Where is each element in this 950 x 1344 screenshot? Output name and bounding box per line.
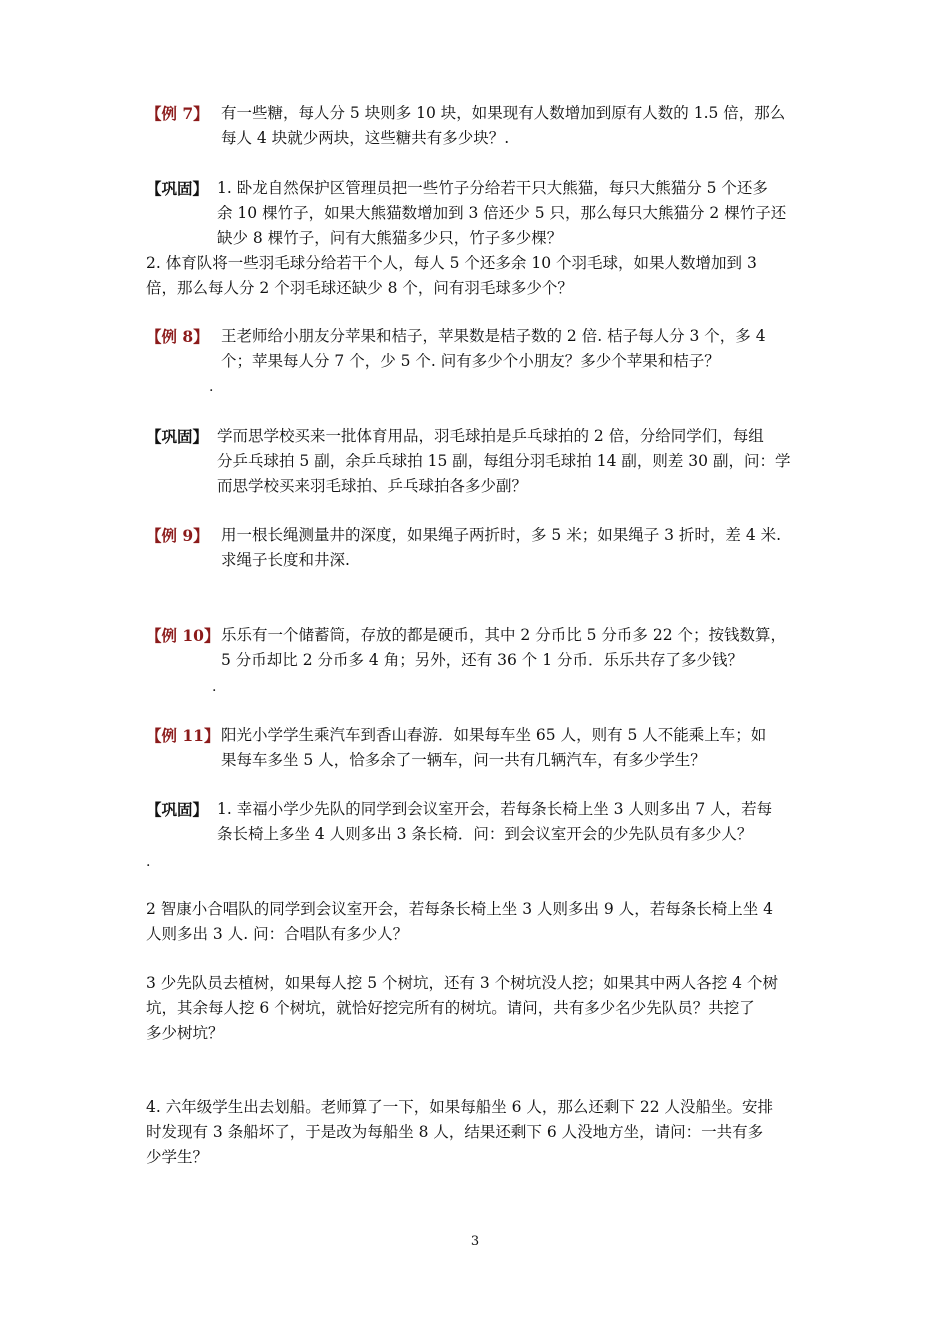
- example-10: [146, 623, 811, 673]
- consolidation-text-line: 而思学校买来羽毛球拍、乒乓球拍各多少副？: [217, 477, 528, 495]
- consolidation-text-line: 缺少 8 棵竹子，问有大熊猫多少只，竹子多少棵？: [217, 229, 563, 247]
- example-text-line: 阳光小学学生乘汽车到香山春游．如果每车坐 65 人，则有 5 人不能乘上车；如: [221, 726, 767, 744]
- question-text-line: 时发现有 3 条船坏了，于是改为每船坐 8 人，结果还剩下 6 人没地方坐，请问：一共有多: [146, 1123, 764, 1141]
- consolidation-text-line: 1. 卧龙自然保护区管理员把一些竹子分给若干只大熊猫，每只大熊猫分 5 个还多: [217, 179, 768, 197]
- consolidation-text-line: 学而思学校买来一批体育用品，羽毛球拍是乒乓球拍的 2 倍，分给同学们，每组: [217, 427, 764, 445]
- consolidation-label: 【巩固】: [146, 800, 209, 819]
- consolidation-text-line: 1. 幸福小学少先队的同学到会议室开会，若每条长椅上坐 3 人则多出 7 人，若每: [217, 800, 773, 818]
- question-text-line: 倍，那么每人分 2 个羽毛球还缺少 8 个，问有羽毛球多少个？: [146, 279, 573, 297]
- example-label: 【例 8】: [146, 327, 209, 346]
- page-number: 3: [470, 1234, 480, 1249]
- question-3: [146, 971, 811, 1046]
- question-text-line: 2 智康小合唱队的同学到会议室开会，若每条长椅上坐 3 人则多出 9 人，若每条长椅上坐 4: [146, 900, 774, 918]
- stray-dot: .: [146, 854, 151, 870]
- example-9: [146, 523, 811, 573]
- stray-dot: .: [212, 679, 217, 695]
- question-text-line: 坑，其余每人挖 6 个树坑，就恰好挖完所有的树坑。请问，共有多少名少先队员？共挖了: [146, 999, 755, 1017]
- example-label: 【例 11】: [146, 726, 220, 745]
- question-text-line: 4. 六年级学生出去划船。老师算了一下，如果每船坐 6 人，那么还剩下 22 人没船坐。安排: [146, 1098, 774, 1116]
- example-label: 【例 10】: [146, 626, 220, 645]
- example-text-line: 乐乐有一个储蓄筒，存放的都是硬币，其中 2 分币比 5 分币多 22 个；按钱数算，: [221, 626, 787, 644]
- example-text-line: 有一些糖，每人分 5 块则多 10 块，如果现有人数增加到原有人数的 1.5 倍，那么: [221, 104, 786, 122]
- example-label: 【例 7】: [146, 104, 209, 123]
- question-4: [146, 1095, 811, 1170]
- consolidation-text-line: 余 10 棵竹子，如果大熊猫数增加到 3 倍还少 5 只，那么每只大熊猫分 2 棵竹子还: [217, 204, 787, 222]
- example-text-line: 5 分币却比 2 分币多 4 角；另外，还有 36 个 1 分币．乐乐共存了多少钱？: [221, 651, 744, 669]
- example-text-line: 果每车多坐 5 人，恰多余了一辆车，问一共有几辆汽车，有多少学生？: [221, 751, 706, 769]
- example-11: [146, 723, 811, 773]
- consolidation-label: 【巩固】: [146, 179, 209, 198]
- question-text-line: 人则多出 3 人. 问：合唱队有多少人？: [146, 925, 409, 943]
- question-text-line: 2. 体育队将一些羽毛球分给若干个人，每人 5 个还多余 10 个羽毛球，如果人数增加到 3: [146, 254, 757, 272]
- example-label: 【例 9】: [146, 526, 209, 545]
- example-text-line: 王老师给小朋友分苹果和桔子，苹果数是桔子数的 2 倍. 桔子每人分 3 个，多 4: [221, 327, 766, 345]
- consolidation-1: [146, 176, 811, 301]
- example-text-line: 用一根长绳测量井的深度，如果绳子两折时，多 5 米；如果绳子 3 折时，差 4 米.: [221, 526, 782, 544]
- question-text-line: 少学生？: [146, 1148, 209, 1166]
- stray-dot: .: [209, 379, 214, 395]
- consolidation-text-line: 条长椅上多坐 4 人则多出 3 条长椅．问：到会议室开会的少先队员有多少人？: [217, 825, 753, 843]
- example-8: [146, 324, 811, 374]
- example-7: [146, 101, 806, 151]
- consolidation-3: [146, 797, 811, 847]
- consolidation-2: [146, 424, 811, 499]
- example-text-line: 求绳子长度和井深.: [221, 551, 350, 569]
- question-text-line: 3 少先队员去植树，如果每人挖 5 个树坑，还有 3 个树坑没人挖；如果其中两人各挖 4 个树: [146, 974, 778, 992]
- example-text-line: 每人 4 块就少两块，这些糖共有多少块？.: [221, 129, 510, 147]
- consolidation-label: 【巩固】: [146, 427, 209, 446]
- example-text-line: 个；苹果每人分 7 个，少 5 个. 问有多少个小朋友？多少个苹果和桔子？: [221, 352, 720, 370]
- question-text-line: 多少树坑？: [146, 1024, 224, 1042]
- question-2: [146, 897, 811, 947]
- consolidation-text-line: 分乒乓球拍 5 副，余乒乓球拍 15 副，每组分羽毛球拍 14 副，则差 30 副，问：学: [217, 452, 791, 470]
